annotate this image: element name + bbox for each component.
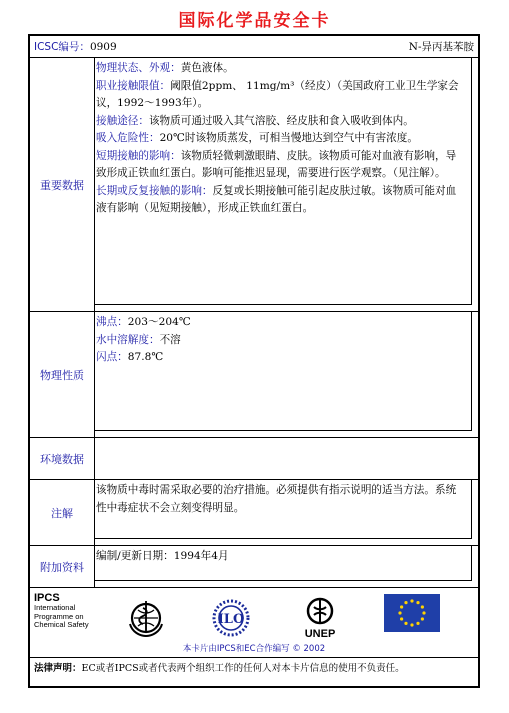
eu-star-icon bbox=[422, 611, 425, 614]
property-item: 沸点：203～204℃ bbox=[96, 316, 191, 328]
eu-star-icon bbox=[398, 611, 401, 614]
eu-star-icon bbox=[421, 617, 424, 620]
physical-properties-row bbox=[30, 312, 478, 438]
important-item: 短期接触的影响：该物质轻微刺激眼睛、皮肤。该物质可能对血液有影响，导致形成正铁血红蛋白。影响可能推迟显现，需要进行医学观察。（见注解）。 bbox=[96, 149, 457, 179]
chemical-name: N-异丙基苯胺 bbox=[408, 41, 474, 53]
environmental-data-label: 环境数据 bbox=[30, 438, 95, 479]
property-item: 闪点：87.8℃ bbox=[96, 351, 164, 363]
important-data-label: 重要数据 bbox=[30, 58, 95, 311]
important-item: 接触途径：该物质可通过吸入其气溶胶、经皮肤和食入吸收到体内。 bbox=[96, 114, 414, 127]
notes-label: 注解 bbox=[30, 480, 95, 545]
eu-star-icon bbox=[400, 605, 403, 608]
svg-text:ILO: ILO bbox=[217, 612, 245, 627]
eu-star-icon bbox=[400, 617, 403, 620]
eu-star-icon bbox=[416, 601, 419, 604]
additional-info-content: 编制/更新日期：1994年4月 bbox=[96, 550, 229, 562]
safety-card bbox=[28, 34, 480, 688]
eu-star-icon bbox=[421, 605, 424, 608]
additional-info-label: 附加资料 bbox=[30, 546, 95, 587]
notes-row bbox=[30, 480, 478, 546]
property-item: 水中溶解度：不溶 bbox=[96, 333, 181, 346]
eu-star-icon bbox=[404, 601, 407, 604]
eu-star-icon bbox=[410, 623, 413, 626]
environmental-data-row bbox=[30, 438, 478, 480]
eu-star-icon bbox=[404, 622, 407, 625]
eu-flag-icon bbox=[384, 594, 440, 632]
legal-text: EC或者IPCS或者代表两个组织工作的任何人对本卡片信息的使用不负责任。 bbox=[81, 663, 405, 674]
icsc-number: 0909 bbox=[89, 41, 117, 53]
ipcs-logo: IPCS International Programme on Chemical Safety bbox=[34, 592, 89, 629]
footer-logos-row bbox=[30, 588, 478, 658]
card-title: 国际化学品安全卡 bbox=[178, 11, 331, 31]
header-row bbox=[30, 36, 478, 58]
partnership-caption: 本卡片由IPCS和EC合作编写 © 2002 bbox=[182, 644, 326, 654]
environmental-data-content bbox=[95, 438, 478, 479]
important-data-row bbox=[30, 58, 478, 312]
legal-label: 法律声明： bbox=[34, 663, 82, 674]
icsc-label: ICSC编号： bbox=[34, 41, 90, 53]
notes-content: 该物质中毒时需采取必要的治疗措施。必须提供有指示说明的适当方法。系统性中毒症状不会立刻变得明显。 bbox=[96, 484, 457, 514]
who-emblem-icon bbox=[124, 596, 168, 640]
physical-properties-label: 物理性质 bbox=[30, 312, 95, 437]
unep-label: UNEP bbox=[304, 628, 336, 640]
important-item: 吸入危险性：20℃时该物质蒸发，可相当慢地达到空气中有害浓度。 bbox=[96, 132, 418, 144]
eu-star-icon bbox=[416, 622, 419, 625]
additional-info-row bbox=[30, 546, 478, 588]
important-item: 职业接触限值：阈限值2ppm、 11mg/m³（经皮）（美国政府工业卫生学家会议，1992～1993年）。 bbox=[96, 79, 459, 109]
important-data-content bbox=[95, 58, 470, 311]
legal-statement bbox=[30, 658, 478, 680]
important-item: 长期或反复接触的影响：反复或长期接触可能引起皮肤过敏。该物质可能对血液有影响（见短期接触），形成正铁血红蛋白。 bbox=[96, 184, 457, 214]
ilo-emblem-icon bbox=[208, 596, 254, 640]
physical-properties-content bbox=[95, 312, 478, 437]
important-item: 物理状态、外观：黄色液体。 bbox=[96, 62, 234, 74]
eu-star-icon bbox=[410, 599, 413, 602]
legal-row bbox=[30, 658, 478, 686]
